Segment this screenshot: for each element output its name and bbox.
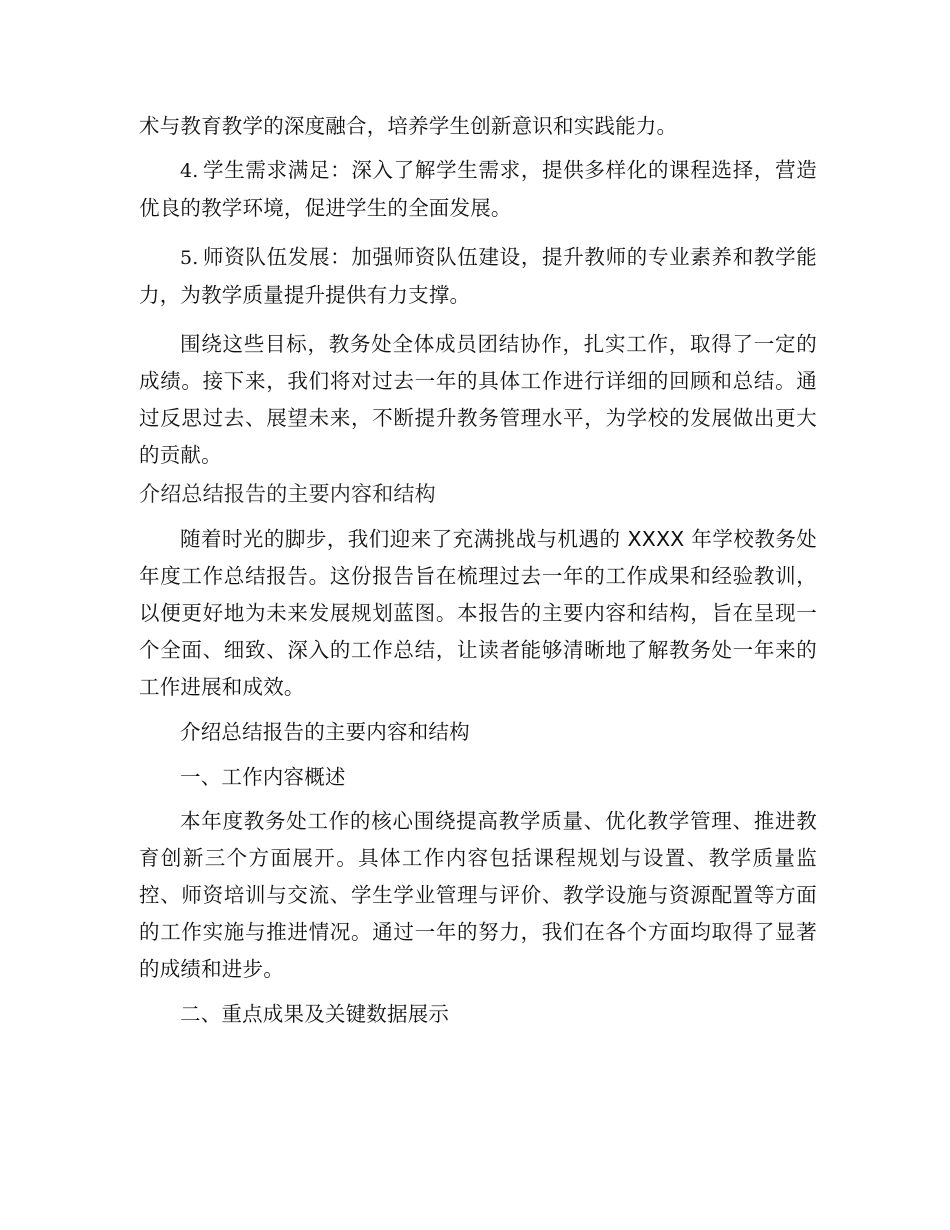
list-item-text: 学生需求满足：深入了解学生需求，提供多样化的课程选择，营造优良的教学环境，促进学生的全面发展。 (139, 158, 817, 220)
list-item-5 (139, 239, 817, 314)
paragraph-continuation: 术与教育教学的深度融合，培养学生创新意识和实践能力。 (139, 114, 678, 138)
list-item-text: 师资队伍发展：加强师资队伍建设，提升教师的专业素养和教学能力，为教学质量提升提供有力支撑。 (139, 245, 817, 307)
section-2-title: 二、重点成果及关键数据展示 (180, 1002, 450, 1026)
list-item-number: 4. (180, 160, 199, 182)
list-item-number: 5. (180, 247, 199, 269)
paragraph-goals: 围绕这些目标，教务处全体成员团结协作，扎实工作，取得了一定的成绩。接下来，我们将对过去一年的具体工作进行详细的回顾和总结。通过反思过去、展望未来，不断提升教务管理水平，为学校的发展做出更大的贡献。 (139, 332, 817, 467)
paragraph-intro: 随着时光的脚步，我们迎来了充满挑战与机遇的 XXXX 年学校教务处年度工作总结报告。这份报告旨在梳理过去一年的工作成果和经验教训，以便更好地为未来发展规划蓝图。本报告的主要内容和结构，旨在呈现一个全面、细致、深入的工作总结，让读者能够清晰地了解教务处一年来的工作进展和成效。 (139, 527, 817, 699)
section-1-title: 一、工作内容概述 (180, 765, 346, 789)
list-item-4 (139, 152, 817, 227)
paragraph-subtitle: 介绍总结报告的主要内容和结构 (180, 720, 470, 744)
document-body (139, 108, 817, 1033)
section-heading: 介绍总结报告的主要内容和结构 (139, 482, 436, 506)
paragraph-section-1: 本年度教务处工作的核心围绕提高教学质量、优化教学管理、推进教育创新三个方面展开。具体工作内容包括课程规划与设置、教学质量监控、师资培训与交流、学生学业管理与评价、教学设施与资源配置等方面的工作实施与推进情况。通过一年的努力，我们在各个方面均取得了显著的成绩和进步。 (139, 809, 817, 981)
